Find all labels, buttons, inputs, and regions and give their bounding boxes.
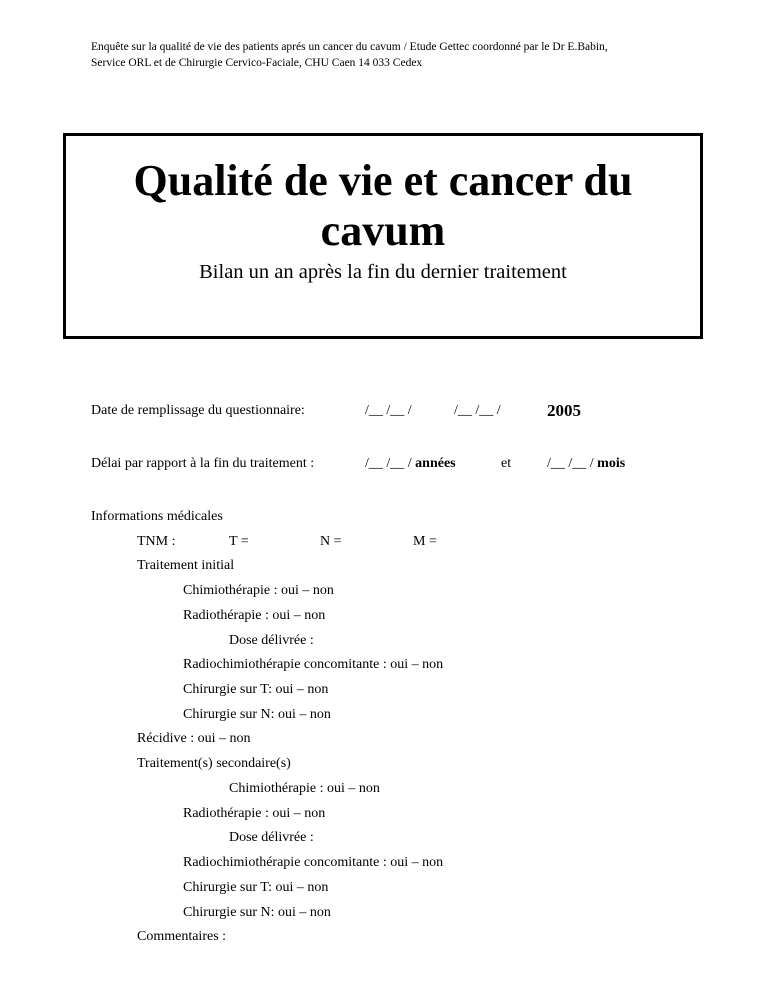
n-field[interactable]: N =	[320, 534, 342, 549]
delay-label: Délai par rapport à la fin du traitement :	[91, 456, 315, 471]
delay-months-unit: mois	[597, 456, 626, 471]
delay-years-unit: années	[415, 456, 456, 471]
comments-label: Commentaires :	[137, 929, 227, 944]
tnm-label: TNM :	[137, 534, 176, 549]
date-month-field[interactable]: /__ /__ /	[454, 403, 501, 418]
medical-heading: Informations médicales	[91, 509, 223, 524]
initial-surgery-n[interactable]: Chirurgie sur N: oui – non	[183, 707, 331, 722]
initial-surgery-t[interactable]: Chirurgie sur T: oui – non	[183, 682, 329, 697]
date-day-field[interactable]: /__ /__ /	[365, 403, 412, 418]
header-line-1: Enquête sur la qualité de vie des patients aprés un cancer du cavum / Etude Gettec coordonné par le Dr E.Babin,	[91, 41, 608, 53]
recurrence[interactable]: Récidive : oui – non	[137, 731, 251, 746]
secondary-radiochemo[interactable]: Radiochimiothérapie concomitante : oui – non	[183, 855, 444, 870]
delay-months-blank[interactable]: /__ /__ /	[547, 456, 594, 471]
initial-treatment-heading: Traitement initial	[137, 558, 235, 573]
delay-months-field[interactable]	[547, 456, 625, 472]
m-field[interactable]: M =	[413, 534, 437, 549]
initial-chemo[interactable]: Chimiothérapie : oui – non	[183, 583, 334, 598]
delay-years-field[interactable]	[365, 456, 456, 472]
delay-years-blank[interactable]: /__ /__ /	[365, 456, 412, 471]
t-field[interactable]: T =	[229, 534, 249, 549]
initial-radio[interactable]: Radiothérapie : oui – non	[183, 608, 326, 623]
secondary-surgery-t[interactable]: Chirurgie sur T: oui – non	[183, 880, 329, 895]
delay-and: et	[501, 456, 512, 471]
date-label: Date de remplissage du questionnaire:	[91, 403, 305, 418]
secondary-dose[interactable]: Dose délivrée :	[229, 830, 314, 845]
secondary-radio[interactable]: Radiothérapie : oui – non	[183, 806, 326, 821]
date-year: 2005	[547, 401, 581, 420]
secondary-treatment-heading: Traitement(s) secondaire(s)	[137, 756, 291, 771]
secondary-surgery-n[interactable]: Chirurgie sur N: oui – non	[183, 905, 331, 920]
initial-radiochemo[interactable]: Radiochimiothérapie concomitante : oui – non	[183, 657, 444, 672]
initial-dose[interactable]: Dose délivrée :	[229, 633, 314, 648]
title-box	[63, 133, 703, 339]
header-line-2: Service ORL et de Chirurgie Cervico-Faciale, CHU Caen 14 033 Cedex	[91, 57, 423, 69]
document-header	[91, 39, 691, 71]
document-title: Qualité de vie et cancer du cavum	[133, 156, 633, 255]
secondary-chemo[interactable]: Chimiothérapie : oui – non	[229, 781, 380, 796]
document-subtitle: Bilan un an après la fin du dernier traitement	[199, 261, 567, 283]
